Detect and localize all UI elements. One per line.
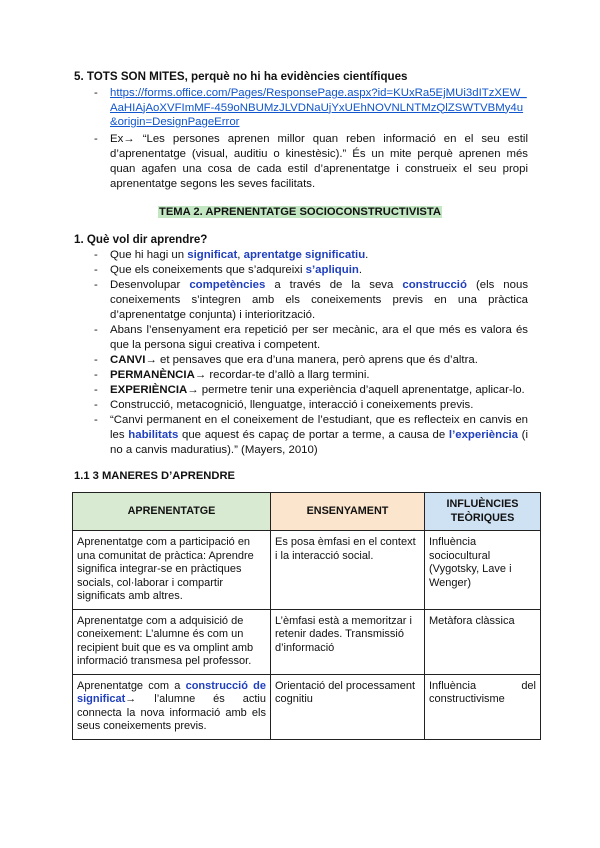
keyword-construccio: construcció xyxy=(402,279,467,291)
table-cell: Es posa èmfasi en el context i la interacció social. xyxy=(271,531,425,610)
list-item xyxy=(90,86,528,130)
list-item xyxy=(90,278,528,323)
example-prefix: Ex→ xyxy=(110,132,135,145)
keyword-habilitats: habilitats xyxy=(128,429,179,441)
keyword-apliquin: s’apliquin xyxy=(305,264,359,276)
list-item xyxy=(90,368,528,383)
text: Que els coneixements que s’adqureixi xyxy=(110,264,306,276)
text: a través de la seva xyxy=(265,279,403,291)
text: Desenvolupar xyxy=(110,279,190,291)
keyword-experiencia: EXPERIÈNCIA xyxy=(110,384,188,396)
ways-title: 1.1 3 MANERES D’APRENDRE xyxy=(74,470,236,482)
keyword-experiencia-cite: l’experiència xyxy=(448,429,518,441)
text: (els nous coneixements s’integren amb els coneixements previs en una pràctica d’aprenentatge conjunta) i interiorització. xyxy=(110,279,529,321)
table-cell: Influència del constructivisme xyxy=(425,674,541,739)
text: “Canvi permanent en el coneixement de l’estudiant, que es reflecteix en canvis en les xyxy=(110,414,528,441)
learning-ways-table xyxy=(72,492,541,740)
keyword-canvi: CANVI xyxy=(110,354,146,366)
text: , xyxy=(237,249,244,261)
keyword-significat: significat xyxy=(187,249,238,261)
list-item xyxy=(90,263,528,278)
list-item: - Abans l’ensenyament era repetició per ser mecànic, ara el que més es valora és que la persona sigui creativa i competent. xyxy=(90,323,528,353)
text: . xyxy=(365,249,369,261)
list-item xyxy=(90,383,528,398)
header-aprenentatge: APRENENTATGE xyxy=(73,493,271,531)
keyword-aprenentatge-significatiu: aprentatge significatiu xyxy=(243,249,366,261)
list-item xyxy=(90,132,528,192)
forms-link[interactable]: https://forms.office.com/Pages/ResponsePage.aspx?id=KUxRa5EjMUi3dITzXEW_AaHIAjAoXVFImMF-459oNBUMzJLVDNaUjYxUEhNOVNLNTMzQlZSWTVBMy4u&origin=DesignPageError xyxy=(110,87,527,128)
table-cell: L’èmfasi està a memoritzar i retenir dades. Transmissió d’informació xyxy=(271,609,425,674)
table-row xyxy=(73,674,541,739)
header-ensenyament: ENSENYAMENT xyxy=(271,493,425,531)
list-item xyxy=(90,353,528,368)
table-header-row xyxy=(73,493,541,531)
tema-heading xyxy=(0,206,600,218)
table-cell: Aprenentatge com a participació en una comunitat de pràctica: Aprendre significa integrar-se en pràctiques socials, col·laborar i compartir significats amb altres. xyxy=(73,531,271,610)
text: Que hi hagi un xyxy=(110,249,188,261)
table-cell: Metàfora clàssica xyxy=(425,609,541,674)
list-item: - Construcció, metacognició, llenguatge, interacció i coneixements previs. xyxy=(90,398,528,413)
section-5-list xyxy=(90,86,528,192)
section-5-title: 5. TOTS SON MITES, perquè no hi ha evidències científiques xyxy=(74,70,408,83)
question-1-list xyxy=(90,248,528,458)
list-item xyxy=(90,413,528,458)
text: → et pensaves que era d’una manera, però aprens que és d’altra. xyxy=(145,354,478,366)
table-cell: Orientació del processament cognitiu xyxy=(271,674,425,739)
text: → permetre tenir una experiència d’aquell aprenentatge, aplicar-lo. xyxy=(187,384,525,396)
keyword-construccio-significat: construcció de significat xyxy=(77,679,266,705)
text: Aprenentatge com a xyxy=(77,679,186,692)
table-cell: Aprenentatge com a adquisició de coneixement: L’alumne és com un recipient buit que es va omplint amb informació transmesa pel professor. xyxy=(73,609,271,674)
tema-title: TEMA 2. APRENENTATGE SOCIOCONSTRUCTIVISTA xyxy=(159,206,441,218)
list-item xyxy=(90,248,528,263)
table-cell xyxy=(73,674,271,739)
text: → l’alumne és actiu connecta la nova informació amb els seus coneixements previs. xyxy=(77,693,266,732)
keyword-competencies: competències xyxy=(189,279,266,291)
table-row xyxy=(73,531,541,610)
text: (i no a canvis maduratius).” (Mayers, 2010) xyxy=(110,429,528,456)
table-row xyxy=(73,609,541,674)
text: . xyxy=(358,264,362,276)
keyword-permanencia: PERMANÈNCIA xyxy=(110,369,195,381)
question-1-title: 1. Què vol dir aprendre? xyxy=(74,233,208,246)
header-influencies: INFLUÈNCIES TEÒRIQUES xyxy=(425,493,541,531)
example-text: “Les persones aprenen millor quan reben informació en el seu estil d’aprenentatge (visual, auditiu o kinestèsic).” És un mite perquè aprenen més quan agafen una cosa de cada estil d’aprenentatge i construeix el seu propi aprenentatge segons les seves facilitats. xyxy=(110,132,528,190)
text: → recordar-te d’allò a llarg termini. xyxy=(194,369,370,381)
table-cell: Influència sociocultural (Vygotsky, Lave i Wenger) xyxy=(425,531,541,610)
text: que aquest és capaç de portar a terme, a causa de xyxy=(178,429,449,441)
